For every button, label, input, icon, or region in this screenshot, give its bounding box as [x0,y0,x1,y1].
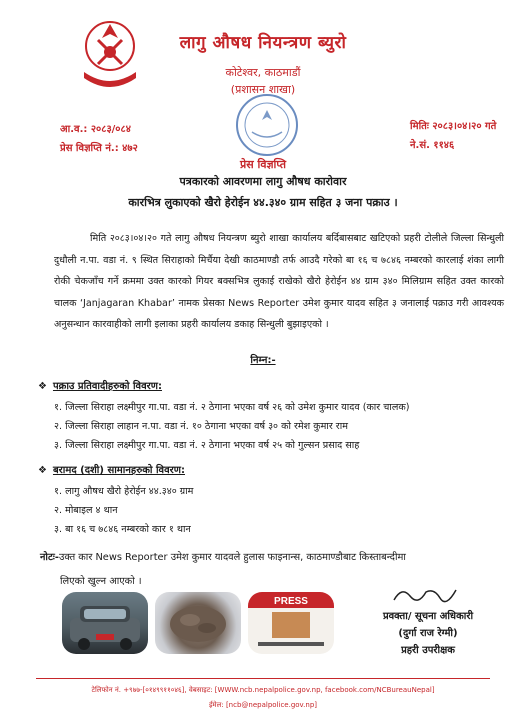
organization-location: कोटेश्वर, काठमाडौं [225,66,301,79]
reference-number: ने.सं. ११४६ [410,140,455,151]
press-id-card-photo [248,592,334,654]
diamond-bullet-icon: ❖ [38,381,47,392]
seized-heroin-photo [155,592,241,654]
seized-heading-text: बरामद (दशी) सामानहरुको विवरण: [52,465,185,476]
suspect-item-3: ३. जिल्ला सिराहा लक्ष्मीपुर गा.पा. वडा नं. २ ठेगाना भएका वर्ष २५ को गुल्सन प्रसाद साह [54,440,360,451]
signatory-block [368,608,488,659]
signatory-name: (दुर्गा राज रेग्मी) [398,628,458,639]
seized-items-heading [38,462,185,476]
footer-divider [36,678,490,679]
seized-car-photo [62,592,148,654]
suspects-heading [38,378,162,392]
press-release-number: प्रेस विज्ञप्ति नं.: ४७२ [60,143,138,154]
footer-email: ईमेल: [ncb@nepalpolice.gov.np] [209,701,317,709]
note-label: नोटः- [40,552,59,563]
document-date: मितिः २०८३।०४।२० गते [410,121,497,132]
signature [390,582,460,606]
suspect-item-2: २. जिल्ला सिराहा लाहान न.पा. वडा नं. १० ठेगाना भएका वर्ष ३० को रमेश कुमार राम [54,421,348,432]
organization-title: लागु औषध नियन्त्रण ब्युरो [179,33,347,53]
body-text: मिति २०८३।०४।२० गते लागु औषध नियन्त्रण ब्युरो शाखा कार्यालय बर्दिबासबाट खटिएको प्रहरी टोलीले जिल्ला सिन्धुली दुधौली न.पा. वडा नं. ९ स्थित सिराहाको मिर्चैया देखी काठमाण्डौ तर्फ आउदै गरेको बा १६ च ७८४६ नम्बरको कारलाई शंका लागी रोकी चेकजाँच गर्ने क्रममा उक्त कारको गियर बक्सभित्र लुकाई राखेको खैरो हेरोईन ४४ ग्राम ३४० मिलिग्राम सहित उक्त कारको चालक ‘Janjagaran Khabar’ नामक प्रेसका News Reporter उमेश कुमार यादव सहित ३ जनालाई पक्राउ गरी आवश्यक अनुसन्धान कारवाहीको लागी इलाका प्रहरी कार्यालय डकाह सिन्धुली बुझाइएको । [54,233,504,331]
headline-line-1: पत्रकारको आवरणमा लागु औषध कारोवार [179,175,347,188]
note-line-1: उक्त कार News Reporter उमेश कुमार यादवले हुलास फाइनान्स, काठमाण्डौबाट किस्ताबन्दीमा [58,552,406,563]
official-seal-stamp [222,90,312,160]
seized-item-3: ३. बा १६ च ७८४६ नम्बरको कार १ थान [54,524,191,535]
fiscal-year: आ.व.: २०८३/०८४ [60,124,131,135]
signatory-rank: प्रहरी उपरीक्षक [401,645,455,656]
diamond-bullet-icon: ❖ [38,465,47,476]
suspects-heading-text: पक्राउ प्रतिवादीहरुको विवरण: [52,381,162,392]
police-emblem-logo [78,14,142,92]
seized-item-2: २. मोबाइल ४ थान [54,505,118,516]
headline-line-2: कारभित्र लुकाएको खैरो हेरोईन ४४.३४० ग्राम सहित ३ जना पक्राउ । [128,196,398,209]
body-paragraph [54,228,504,336]
footer-contact: टेलिफोन नं. +९७७-[०१४९९११०४६], वेबसाइट: [WWW.ncb.nepalpolice.gov.np, facebook.com/NCBureauNepal] [91,686,435,694]
press-release-heading: प्रेस विज्ञप्ति [239,158,287,171]
details-heading: निम्न:- [250,355,276,366]
note-line-2: लिएको खुल्न आएको । [60,576,142,587]
signatory-title: प्रवक्ता/ सूचना अधिकारी [382,611,474,622]
organization-branch: (प्रशासन शाखा) [230,83,296,96]
seized-item-1: १. लागु औषध खैरो हेरोईन ४४.३४० ग्राम [54,486,194,497]
id-card-press-label: PRESS [274,596,308,607]
suspect-item-1: १. जिल्ला सिराहा लक्ष्मीपुर गा.पा. वडा नं. २ ठेगाना भएका वर्ष २६ को उमेश कुमार यादव (कार चालक) [54,402,410,413]
